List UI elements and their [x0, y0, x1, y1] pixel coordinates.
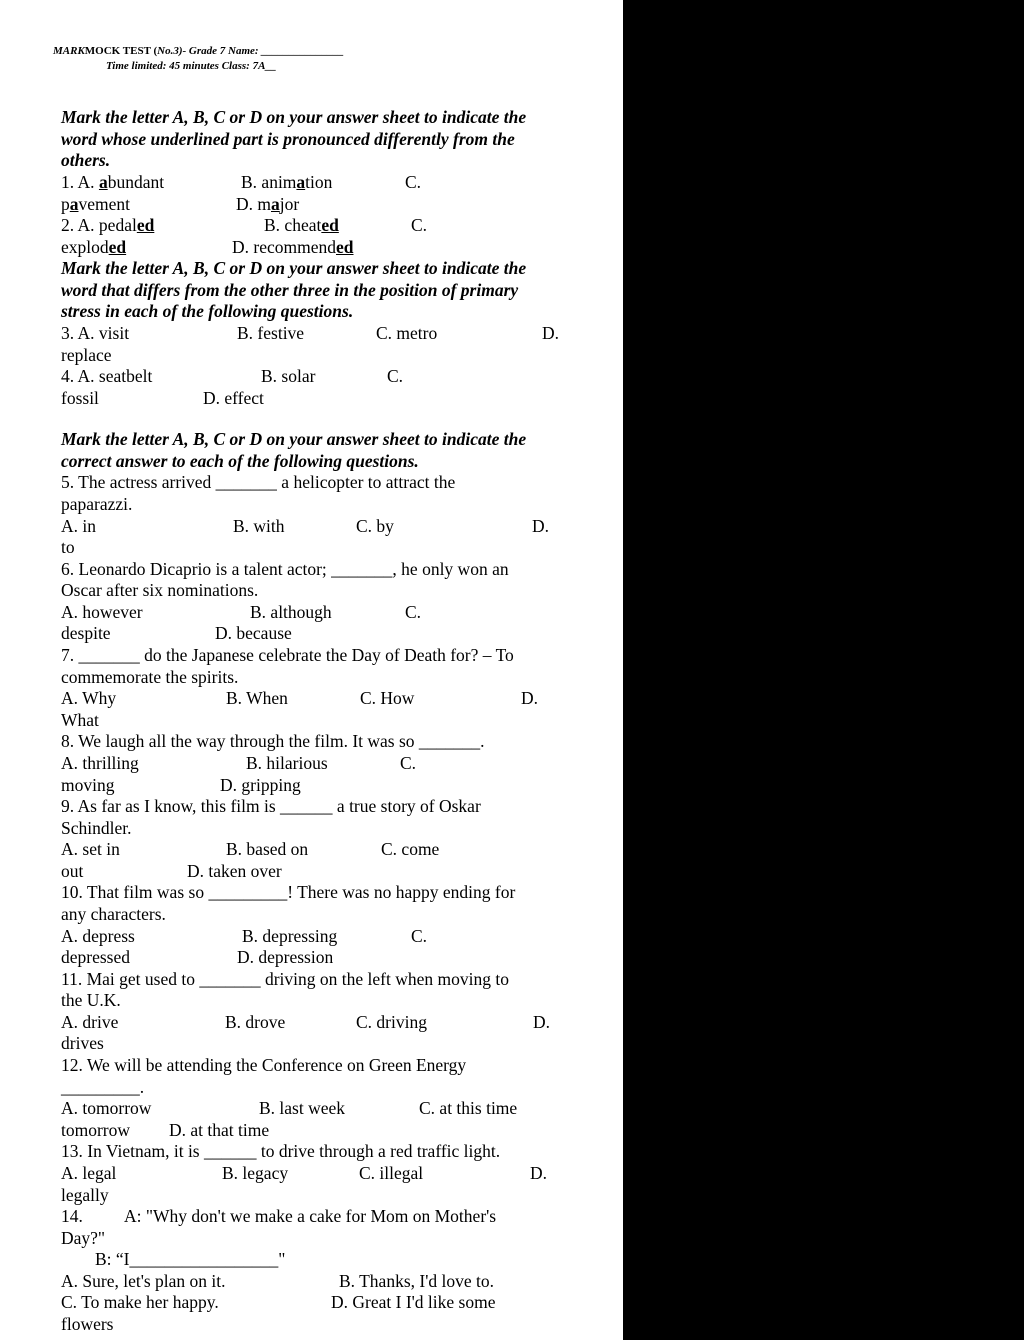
q5-option-b: B. with — [233, 516, 285, 536]
q9-option-a: A. set in — [61, 839, 120, 859]
q14-option-b: B. Thanks, I'd love to. — [339, 1271, 494, 1291]
q3-option-d-label: D. — [542, 323, 560, 343]
q5-stem: 5. The actress arrived _______ a helicopter to attract the — [61, 472, 456, 492]
header-line-1 — [53, 45, 344, 57]
header-line-2: Time limited: 45 minutes Class: 7A__ — [106, 60, 277, 72]
q14-option-d-text: flowers — [61, 1314, 114, 1334]
q7-option-d-label: D. — [521, 688, 539, 708]
q12-stem: 12. We will be attending the Conference on Green Energy — [61, 1055, 467, 1075]
q7-option-d-text: What — [61, 710, 99, 730]
q14-option-d: D. Great I I'd like some — [331, 1292, 496, 1312]
q11-option-b: B. drove — [225, 1012, 286, 1032]
q7-stem-2: commemorate the spirits. — [61, 667, 239, 687]
q7-option-a: A. Why — [61, 688, 117, 708]
section-2-line-2: word that differs from the other three in the position of primary — [61, 280, 519, 300]
q12-option-a: A. tomorrow — [61, 1098, 152, 1118]
q8-option-a: A. thrilling — [61, 753, 139, 773]
q11-stem-2: the U.K. — [61, 990, 121, 1010]
q3-line-2: replace — [61, 345, 112, 365]
black-side-area — [623, 0, 1024, 1340]
q5-option-d-text: to — [61, 537, 75, 557]
q1-option-a: 1. A. abundant — [61, 172, 165, 192]
q4-option-c-text: fossil — [61, 388, 99, 408]
q11-option-d-label: D. — [533, 1012, 551, 1032]
q8-option-c-text: moving — [61, 775, 115, 795]
q10-option-a: A. depress — [61, 926, 135, 946]
q6-option-a: A. however — [61, 602, 143, 622]
q8-option-b: B. hilarious — [246, 753, 328, 773]
q6-option-b: B. although — [250, 602, 332, 622]
q10-stem: 10. That film was so _________! There was no happy ending for — [61, 882, 516, 902]
q9-option-b: B. based on — [226, 839, 309, 859]
q13-option-c: C. illegal — [359, 1163, 424, 1183]
q11-stem: 11. Mai get used to _______ driving on the left when moving to — [61, 969, 509, 989]
q8-option-c-label: C. — [400, 753, 417, 773]
q14-option-c: C. To make her happy. — [61, 1292, 219, 1312]
q9-option-d: D. taken over — [187, 861, 282, 881]
section-2-line-1: Mark the letter A, B, C or D on your answer sheet to indicate the — [61, 258, 527, 278]
q12-option-c: C. at this time — [419, 1098, 518, 1118]
section-2-line-3: stress in each of the following questions. — [61, 301, 354, 321]
q6-option-c-label: C. — [405, 602, 422, 622]
q3-option-c: C. metro — [376, 323, 438, 343]
q9-stem-2: Schindler. — [61, 818, 132, 838]
q10-stem-2: any characters. — [61, 904, 166, 924]
section-1-line-2: word whose underlined part is pronounced differently from the — [61, 129, 515, 149]
q5-option-a: A. in — [61, 516, 96, 536]
q12-option-c-text: tomorrow — [61, 1120, 131, 1140]
q13-stem: 13. In Vietnam, it is ______ to drive through a red traffic light. — [61, 1141, 501, 1161]
q14-reply: B: “I_________________" — [95, 1249, 286, 1269]
q4-option-b: B. solar — [261, 366, 316, 386]
q10-option-b: B. depressing — [242, 926, 338, 946]
q2-option-a: 2. A. pedaled — [61, 215, 155, 235]
q1-option-c-text: pavement — [61, 194, 131, 214]
q10-option-c-text: depressed — [61, 947, 131, 967]
q7-stem: 7. _______ do the Japanese celebrate the Day of Death for? – To — [61, 645, 514, 665]
section-1-line-3: others. — [61, 150, 111, 170]
q1-option-c-label: C. — [405, 172, 422, 192]
q4-option-c-label: C. — [387, 366, 404, 386]
q6-stem-2: Oscar after six nominations. — [61, 580, 259, 600]
q4-option-a: 4. A. seatbelt — [61, 366, 153, 386]
q13-option-d-text: legally — [61, 1185, 109, 1205]
q12-option-b: B. last week — [259, 1098, 346, 1118]
header-name: No.3)- Grade 7 Name: _______________ — [157, 45, 344, 57]
q1-option-b: B. animation — [241, 172, 333, 192]
q11-option-d-text: drives — [61, 1033, 104, 1053]
q5-option-c: C. by — [356, 516, 394, 536]
header-title: MOCK TEST ( — [84, 45, 158, 57]
q6-option-d: D. because — [215, 623, 292, 643]
q11-option-a: A. drive — [61, 1012, 119, 1032]
q2-option-c-label: C. — [411, 215, 428, 235]
q2-option-c-text: exploded — [61, 237, 127, 257]
q14-stem-text: A: "Why don't we make a cake for Mom on Mother's — [124, 1206, 497, 1226]
q13-option-d-label: D. — [530, 1163, 548, 1183]
q6-stem: 6. Leonardo Dicaprio is a talent actor; _______, he only won an — [61, 559, 509, 579]
q9-option-c-text: out — [61, 861, 84, 881]
q14-number: 14. — [61, 1206, 83, 1226]
q5-stem-2: paparazzi. — [61, 494, 133, 514]
q7-option-c: C. How — [360, 688, 415, 708]
q12-option-d: D. at that time — [169, 1120, 270, 1140]
q4-option-d: D. effect — [203, 388, 264, 408]
q13-option-a: A. legal — [61, 1163, 117, 1183]
q10-option-c-label: C. — [411, 926, 428, 946]
q8-stem: 8. We laugh all the way through the film. It was so _______. — [61, 731, 485, 751]
q6-option-c-text: despite — [61, 623, 111, 643]
q7-option-b: B. When — [226, 688, 288, 708]
section-3-line-1: Mark the letter A, B, C or D on your answer sheet to indicate the — [61, 429, 527, 449]
section-3-line-2: correct answer to each of the following questions. — [61, 451, 419, 471]
q11-option-c: C. driving — [356, 1012, 427, 1032]
q13-option-b: B. legacy — [222, 1163, 289, 1183]
q1-option-d: D. major — [236, 194, 300, 214]
q14-option-a: A. Sure, let's plan on it. — [61, 1271, 226, 1291]
q3-option-a: 3. A. visit — [61, 323, 130, 343]
q3-option-b: B. festive — [237, 323, 305, 343]
q9-stem: 9. As far as I know, this film is ______ a true story of Oskar — [61, 796, 481, 816]
q2-option-d: D. recommended — [232, 237, 354, 257]
q9-option-c: C. come — [381, 839, 440, 859]
q5-option-d-label: D. — [532, 516, 550, 536]
q10-option-d: D. depression — [237, 947, 334, 967]
section-1-line-1: Mark the letter A, B, C or D on your answer sheet to indicate the — [61, 107, 527, 127]
q8-option-d: D. gripping — [220, 775, 301, 795]
q2-option-b: B. cheated — [264, 215, 339, 235]
q14-stem-2: Day?" — [61, 1228, 106, 1248]
header-mark: MARK — [53, 45, 85, 57]
q12-stem-2: _________. — [61, 1077, 145, 1097]
